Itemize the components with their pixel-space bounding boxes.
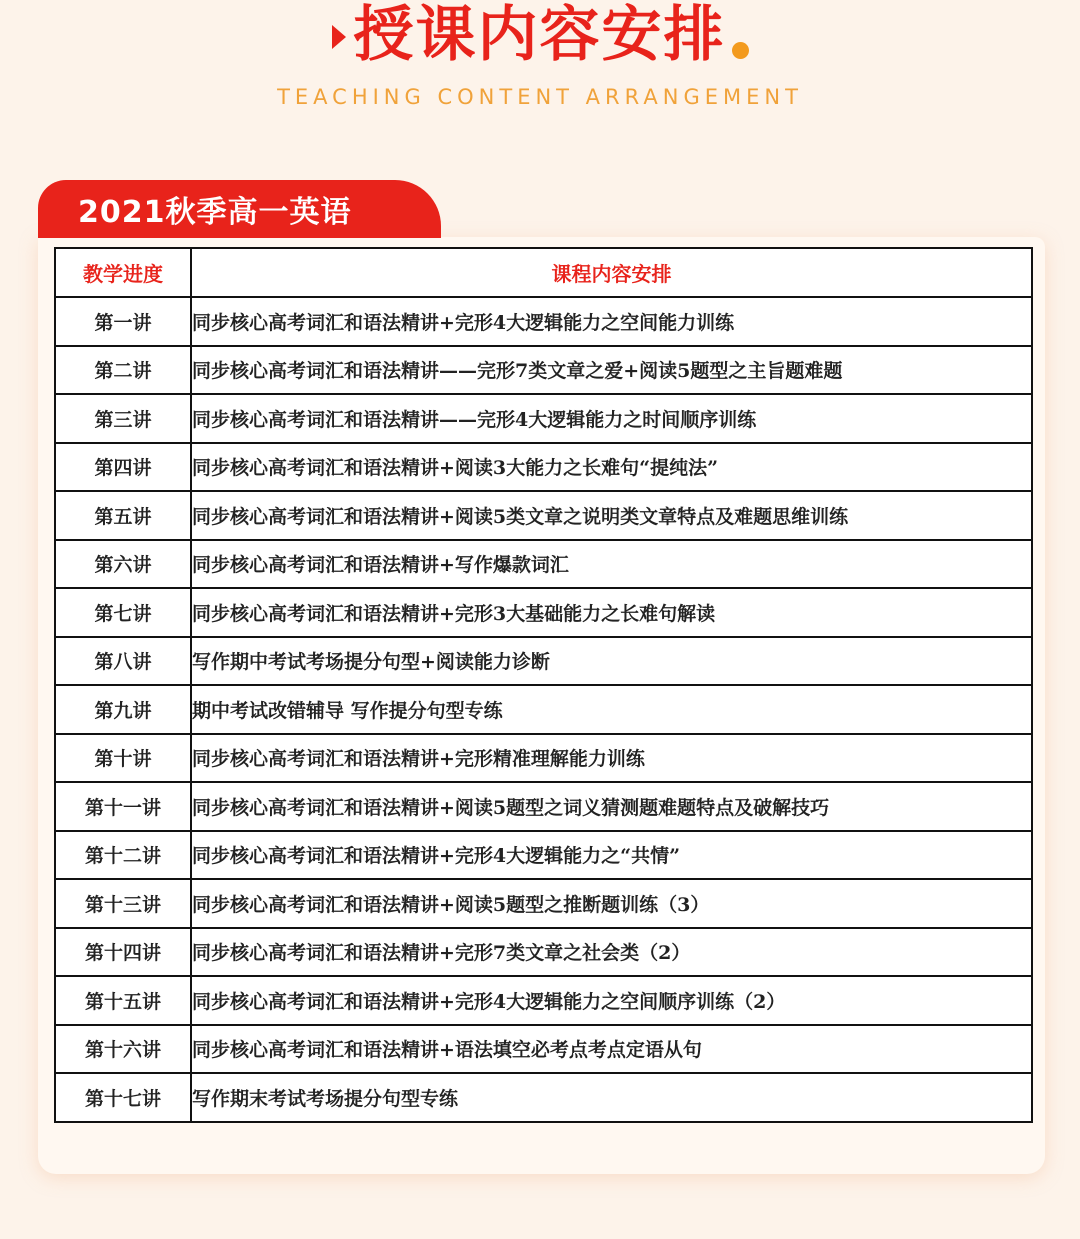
- lesson-content-cell: 同步核心高考词汇和语法精讲+完形4大逻辑能力之空间顺序训练（2）: [191, 976, 1032, 1025]
- table-row: [55, 831, 1032, 880]
- table-row: [55, 588, 1032, 637]
- lesson-number-cell: 第九讲: [55, 685, 191, 734]
- lesson-number-cell: 第六讲: [55, 540, 191, 589]
- schedule-body: [55, 297, 1032, 1122]
- page-subtitle: TEACHING CONTENT ARRANGEMENT: [277, 85, 803, 109]
- lesson-number-cell: 第十五讲: [55, 976, 191, 1025]
- lesson-content-cell: 同步核心高考词汇和语法精讲+完形3大基础能力之长难句解读: [191, 588, 1032, 637]
- lesson-number-cell: 第三讲: [55, 394, 191, 443]
- table-row: [55, 928, 1032, 977]
- lesson-number-cell: 第十讲: [55, 734, 191, 783]
- lesson-content-cell: 同步核心高考词汇和语法精讲+完形7类文章之社会类（2）: [191, 928, 1032, 977]
- column-header-progress: 教学进度: [55, 248, 191, 297]
- lesson-number-cell: 第二讲: [55, 346, 191, 395]
- table-row: [55, 637, 1032, 686]
- title-row: [0, 0, 1080, 70]
- table-row: [55, 734, 1032, 783]
- lesson-number-cell: 第四讲: [55, 443, 191, 492]
- course-tab-label: 2021秋季高一英语: [78, 195, 352, 230]
- lesson-number-cell: 第十七讲: [55, 1073, 191, 1122]
- lesson-number-cell: 第十一讲: [55, 782, 191, 831]
- lesson-content-cell: 写作期中考试考场提分句型+阅读能力诊断: [191, 637, 1032, 686]
- course-tab: [38, 180, 441, 238]
- table-row: [55, 1025, 1032, 1074]
- lesson-content-cell: 同步核心高考词汇和语法精讲+完形4大逻辑能力之“共情”: [191, 831, 1032, 880]
- lesson-content-cell: 同步核心高考词汇和语法精讲+完形精准理解能力训练: [191, 734, 1032, 783]
- table-header-row: [55, 248, 1032, 297]
- lesson-number-cell: 第十二讲: [55, 831, 191, 880]
- table-row: [55, 346, 1032, 395]
- lesson-content-cell: 同步核心高考词汇和语法精讲+阅读5题型之推断题训练（3）: [191, 879, 1032, 928]
- lesson-number-cell: 第十三讲: [55, 879, 191, 928]
- lesson-number-cell: 第八讲: [55, 637, 191, 686]
- table-row: [55, 782, 1032, 831]
- page-title: 授课内容安排: [353, 0, 726, 70]
- lesson-content-cell: 同步核心高考词汇和语法精讲+阅读5题型之词义猜测题难题特点及破解技巧: [191, 782, 1032, 831]
- lesson-content-cell: 同步核心高考词汇和语法精讲——完形4大逻辑能力之时间顺序训练: [191, 394, 1032, 443]
- title-triangle-icon: [332, 25, 346, 49]
- table-row: [55, 540, 1032, 589]
- lesson-number-cell: 第十六讲: [55, 1025, 191, 1074]
- lesson-content-cell: 同步核心高考词汇和语法精讲+阅读3大能力之长难句“提纯法”: [191, 443, 1032, 492]
- lesson-number-cell: 第七讲: [55, 588, 191, 637]
- lesson-number-cell: 第十四讲: [55, 928, 191, 977]
- column-header-content: 课程内容安排: [191, 248, 1032, 297]
- table-row: [55, 491, 1032, 540]
- table-row: [55, 976, 1032, 1025]
- schedule-table: [54, 247, 1033, 1123]
- table-row: [55, 443, 1032, 492]
- table-row: [55, 1073, 1032, 1122]
- lesson-content-cell: 同步核心高考词汇和语法精讲+阅读5类文章之说明类文章特点及难题思维训练: [191, 491, 1032, 540]
- lesson-content-cell: 同步核心高考词汇和语法精讲+完形4大逻辑能力之空间能力训练: [191, 297, 1032, 346]
- lesson-content-cell: 期中考试改错辅导 写作提分句型专练: [191, 685, 1032, 734]
- lesson-content-cell: 写作期末考试考场提分句型专练: [191, 1073, 1032, 1122]
- lesson-content-cell: 同步核心高考词汇和语法精讲+语法填空必考点考点定语从句: [191, 1025, 1032, 1074]
- lesson-content-cell: 同步核心高考词汇和语法精讲——完形7类文章之爱+阅读5题型之主旨题难题: [191, 346, 1032, 395]
- table-row: [55, 685, 1032, 734]
- table-row: [55, 879, 1032, 928]
- lesson-content-cell: 同步核心高考词汇和语法精讲+写作爆款词汇: [191, 540, 1032, 589]
- lesson-number-cell: 第五讲: [55, 491, 191, 540]
- title-dot-icon: [732, 42, 749, 59]
- page-header: [0, 0, 1080, 130]
- table-row: [55, 297, 1032, 346]
- lesson-number-cell: 第一讲: [55, 297, 191, 346]
- table-row: [55, 394, 1032, 443]
